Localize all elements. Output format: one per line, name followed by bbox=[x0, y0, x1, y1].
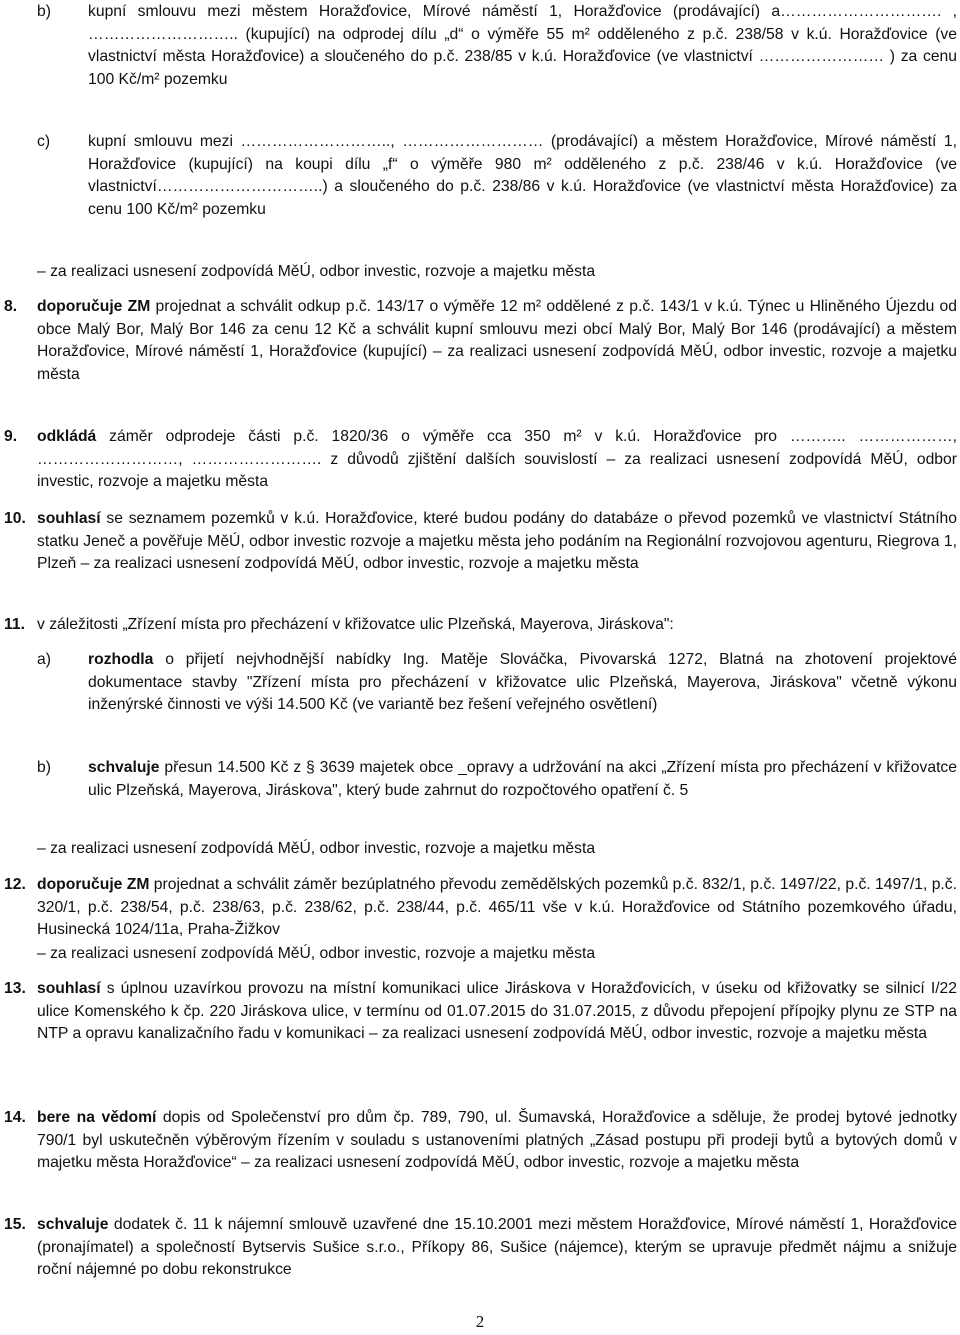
resolution-text: přesun 14.500 Kč z § 3639 majetek obce _opravy a udržování na akci „Zřízení místa pro přecházení v křižovatce ulic Plzeňská, Mayerova, Jiráskova", který bude zahrnut do rozpočtového opatření č. 5 bbox=[88, 759, 957, 799]
resolution-text: projednat a schválit záměr bezúplatného převodu zemědělských pozemků p.č. 832/1, p.č. 1497/22, p.č. 1497/1, p.č. 320/1, p.č. 238/54, p.č. 238/63, p.č. 238/62, p.č. 238/44, p.č. 465/11 vše v k.ú. Horažďovice od Státního pozemkového úřadu, Husinecká 1024/11a, Praha-Žižkov bbox=[37, 876, 957, 939]
sub-item-b-text: kupní smlouvu mezi městem Horažďovice, Mírové náměstí 1, Horažďovice (prodávající) a…………………………. , ……………………….. (kupující) na odprodej dílu „d“ o výměře 55 m² odděleného z p.č. 238/58 v k.ú. Horažďovice (ve vlastnictví města Horažďovice) a sloučeného do p.č. 238/85 v k.ú. Horažďovice (ve vlastnictví …………………… ) za cenu 100 Kč/m² pozemku bbox=[88, 3, 957, 88]
resolution-item-14 bbox=[37, 1107, 957, 1175]
item-number: 9. bbox=[4, 428, 18, 445]
resolution-item-15 bbox=[37, 1214, 957, 1282]
resolution-text: záměr odprodeje části p.č. 1820/36 o výměře cca 350 m² v k.ú. Horažďovice pro ……….. ………………, ………………………, ……………………. z důvodů zjištění dalších souvislostí – za realizaci usnesení zodpovídá MěÚ, odbor investic, rozvoje a majetku města bbox=[37, 428, 957, 491]
resolution-text: se seznamem pozemků v k.ú. Horažďovice, které budou podány do databáze o převod pozemků ve vlastnictví Státního statku Jeneč a pověřuje MěÚ, odbor investic rozvoje a majetku města jeho podáním na Regionální rozvojovou agenturu, Riegrova 1, Plzeň – za realizaci usnesení zodpovídá MěÚ, odbor investic, rozvoje a majetku města bbox=[37, 510, 957, 573]
resolution-text: o přijetí nejvhodnější nabídky Ing. Matěje Slováčka, Pivovarská 1272, Blatná na zhotovení projektové dokumentace stavby "Zřízení místa pro přecházení v křižovatce ulic Plzeňská, Mayerova, Jiráskova" včetně výkonu inženýrské činnosti ve výši 14.500 Kč (ve variantě bez řešení veřejného osvětlení) bbox=[88, 651, 957, 714]
page-number: 2 bbox=[475, 1312, 485, 1331]
resolution-item-11: v záležitosti „Zřízení místa pro přecházení v křižovatce ulic Plzeňská, Mayerova, Jiráskova": bbox=[37, 616, 674, 633]
resolution-text: dopis od Společenství pro dům čp. 789, 790, ul. Šumavská, Horažďovice a sděluje, že prodej bytové jednotky 790/1 byl uskutečněn výběrovým řízením v souladu s ustanoveními platných „Zásad postupu při prodeji bytů a bytových domů v majetku města Horažďovice“ – za realizaci usnesení zodpovídá MěÚ, odbor investic, rozvoje a majetku města bbox=[37, 1109, 957, 1172]
item-number: 10. bbox=[4, 510, 26, 527]
item-number: 13. bbox=[4, 980, 26, 997]
resolution-text: projednat a schválit odkup p.č. 143/17 o výměře 12 m² oddělené z p.č. 143/1 v k.ú. Týnec u Hliněného Újezdu od obce Malý Bor, Malý Bor 146 za cenu 12 Kč a schválit kupní smlouvu mezi obcí Malý Bor, Malý Bor 146 (prodávající) a městem Horažďovice, Mírové náměstí 1, Horažďovice (kupující) – za realizaci usnesení zodpovídá MěÚ, odbor investic, rozvoje a majetku města bbox=[37, 298, 957, 383]
sub-item-c-text: kupní smlouvu mezi ……………………….., ……………………… (prodávající) a městem Horažďovice, Mírové náměstí 1, Horažďovice (kupující) na koupi dílu „f“ o výměře 980 m² odděleného z p.č. 238/46 v k.ú. Horažďovice (ve vlastnictví…………………………..) a sloučeného do p.č. 238/86 v k.ú. Horažďovice (ve vlastnictví města Horažďovice) za cenu 100 Kč/m² pozemku bbox=[88, 133, 957, 218]
resolution-verb: doporučuje ZM bbox=[37, 298, 151, 315]
resolution-verb: souhlasí bbox=[37, 980, 101, 997]
resolution-verb: odkládá bbox=[37, 428, 97, 445]
responsibility-note: – za realizaci usnesení zodpovídá MěÚ, odbor investic, rozvoje a majetku města bbox=[37, 840, 596, 857]
resolution-verb: schvaluje bbox=[88, 759, 160, 776]
resolution-item-9 bbox=[37, 426, 957, 494]
item-number: 12. bbox=[4, 876, 26, 893]
resolution-item-13 bbox=[37, 978, 957, 1046]
responsibility-note: – za realizaci usnesení zodpovídá MěÚ, odbor investic, rozvoje a majetku města bbox=[37, 945, 596, 962]
resolution-text: dodatek č. 11 k nájemní smlouvě uzavřené dne 15.10.2001 mezi městem Horažďovice, Mírové náměstí 1, Horažďovice (pronajímatel) a společností Bytservis Sušice s.r.o., Příkopy 86, Sušice (nájemce), kterým se upravuje předmět nájmu a snižuje roční nájemné po dobu rekonstrukce bbox=[37, 1216, 957, 1279]
sub-item-a-text bbox=[88, 649, 957, 717]
resolution-item-10 bbox=[37, 508, 957, 576]
item-number: 11. bbox=[4, 616, 25, 633]
resolution-text: s úplnou uzavírkou provozu na místní komunikaci ulice Jiráskova v Horažďovicích, v úseku od křižovatky se silnicí I/22 ulice Komenského k čp. 220 Jiráskova ulice, v termínu od 01.07.2015 do 31.07.2015, z důvodu přepojení přípojky plynu ze STP na NTP a opravu kanalizačního řadu v komunikaci – za realizaci usnesení zodpovídá MěÚ, odbor investic, rozvoje a majetku města bbox=[37, 980, 957, 1043]
resolution-verb: schvaluje bbox=[37, 1216, 109, 1233]
responsibility-note: – za realizaci usnesení zodpovídá MěÚ, odbor investic, rozvoje a majetku města bbox=[37, 263, 596, 280]
sub-item-label: b) bbox=[37, 3, 51, 20]
item-number: 14. bbox=[4, 1109, 26, 1126]
sub-item-label: c) bbox=[37, 133, 51, 150]
sub-item-b-text bbox=[88, 757, 957, 802]
sub-item-label: b) bbox=[37, 759, 51, 776]
resolution-verb: doporučuje ZM bbox=[37, 876, 150, 893]
resolution-item-12 bbox=[37, 874, 957, 942]
sub-item-label: a) bbox=[37, 651, 51, 668]
resolution-verb: rozhodla bbox=[88, 651, 154, 668]
item-number: 15. bbox=[4, 1216, 26, 1233]
resolution-verb: bere na vědomí bbox=[37, 1109, 157, 1126]
resolution-item-8 bbox=[37, 296, 957, 386]
item-number: 8. bbox=[4, 298, 18, 315]
resolution-verb: souhlasí bbox=[37, 510, 101, 527]
